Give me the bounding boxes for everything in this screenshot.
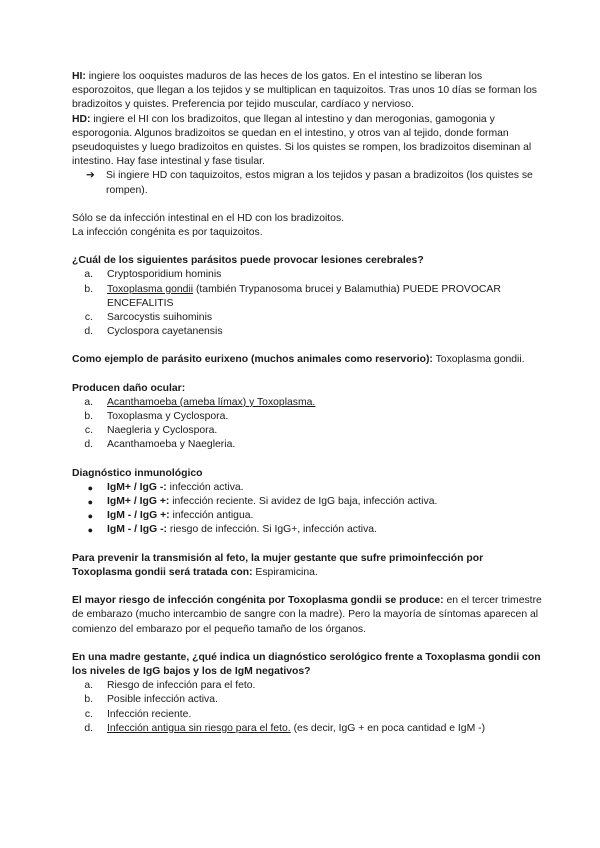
arrow-note [72,169,542,197]
list-item: d. Acanthamoeba y Naegleria. [84,439,236,451]
document-page [72,70,542,736]
intro-line-1: Sólo se da infección intestinal en el HD con los bradizoitos. [72,212,345,224]
q7-options [72,679,542,736]
q5-answer: Espiramicina. [252,566,318,578]
q5-paragraph [72,552,542,580]
bullet-icon: ● [87,482,93,493]
paragraph-hi [72,70,542,113]
q1-options [72,268,542,339]
hd-text: ingiere el HI con los bradizoitos, que llegan al intestino y dan merogonias, gamogonia y esporogonia. Algunos bradizoitos se quedan en el intestino, y otros van al tejido, donde forman pseudoquistes y luego bradizoitos en quistes. Si los quistes se rompen, los bradizoitos diseminan al intestino. Hay fase intestinal y fase tisular. [72,113,532,168]
list-item: a. Riesgo de infección para el feto. [84,680,256,692]
q3-question: Producen daño ocular: [72,382,186,394]
hi-label: HI: [72,71,86,82]
q7-question: En una madre gestante, ¿qué indica un diagnóstico serológico frente a Toxoplasma gondii con los niveles de IgG bajos y los de IgM negativos? [72,651,541,677]
list-item: b. Toxoplasma gondii (también Trypanosoma brucei y Balamuthia) PUEDE PROVOCAR ENCEFALITIS [84,283,501,309]
q4-heading: Diagnóstico inmunológico [72,467,203,479]
list-item: c. Naegleria y Cyclospora. [84,425,218,437]
hi-text: ingiere los ooquistes maduros de las heces de los gatos. En el intestino se liberan los esporozoitos, que llegan a los tejidos y se multiplican en taquizoitos. Tras unos 10 días se forman los bradizoitos y quistes. Preferencia por tejido muscular, cardíaco y nervioso. [72,71,537,111]
q5-question: Para prevenir la transmisión al feto, la mujer gestante que sufre primoinfección por Toxoplasma gondii será tratada con: [72,552,484,578]
bullet-icon: ● [87,525,93,536]
intro-line-2: La infección congénita es por taquizoitos. [72,227,263,239]
q2-answer: Toxoplasma gondii. [432,354,525,366]
arrow-text: Si ingiere HD con taquizoitos, estos migran a los tejidos y pasan a bradizoitos (los quistes se rompen). [106,170,533,196]
q6-answer: en el tercer trimestre de embarazo (mucho intercambio de sangre con la madre). Pero la mayoría de síntomas aparecen al comienzo del embarazo por el pequeño tamaño de los órganos. [72,595,542,635]
q1-question: ¿Cuál de los siguientes parásitos puede provocar lesiones cerebrales? [72,255,424,267]
q6-question: El mayor riesgo de infección congénita por Toxoplasma gondii se produce: [72,595,444,607]
list-item: c. Sarcocystis suihominis [84,312,213,324]
q2-question: Como ejemplo de parásito eurixeno (muchos animales como reservorio): [72,354,433,366]
arrow-icon: ➔ [86,170,95,182]
paragraph-hd [72,113,542,170]
list-item: ● IgM - / IgG -: riesgo de infección. Si IgG+, infección activa. [72,523,542,537]
bullet-icon: ● [87,511,93,522]
q2-paragraph [72,353,542,367]
list-item: b. Toxoplasma y Cyclospora. [84,411,229,423]
list-item: ● IgM+ / IgG -: infección activa. [72,481,542,495]
q6-paragraph [72,594,542,637]
list-item: b. Posible infección activa. [84,694,218,706]
list-item: d. Cyclospora cayetanensis [84,326,223,338]
list-item: a. Cryptosporidium hominis [84,269,222,281]
q4-list [72,481,542,538]
list-item: d. Infección antigua sin riesgo para el feto. (es decir, IgG + en poca cantidad e IgM -) [84,722,486,734]
list-item: ● IgM+ / IgG +: infección reciente. Si avidez de IgG baja, infección activa. [72,495,542,509]
list-item: c. Infección reciente. [84,708,192,720]
list-item: a. Acanthamoeba (ameba límax) y Toxoplasma. [84,396,316,408]
bullet-icon: ● [87,497,93,508]
q3-options [72,396,542,453]
list-item: ● IgM - / IgG +: infección antigua. [72,509,542,523]
hd-label: HD: [72,113,91,125]
